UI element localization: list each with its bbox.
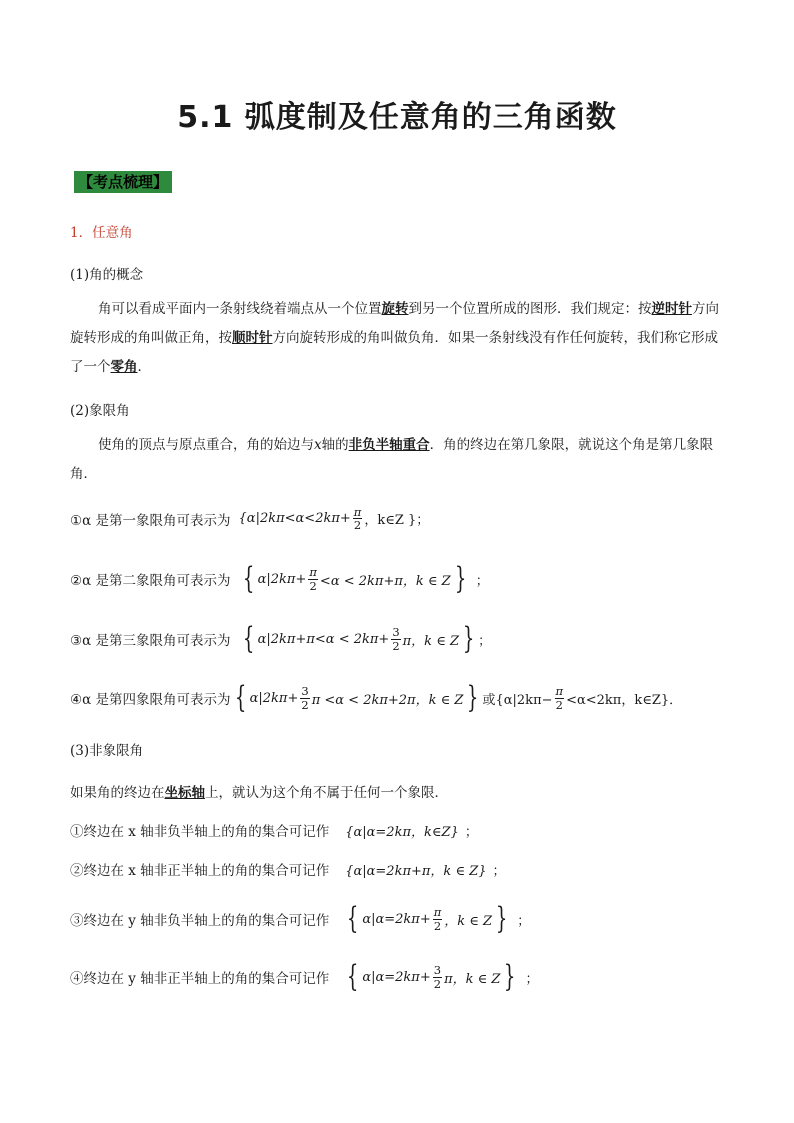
quadrant-4-formula: ④α 是第四象限角可表示为 { α|2kπ+ $\frac{3}{2}$ π <α < 2kπ+2π，k ∈ Z } 或{α|2kπ− $\frac{\pi}{2}$ <α<2kπ，k∈Z}． [70, 680, 683, 715]
axis-x-nonpositive-formula: ②终边在 x 轴非正半轴上的角的集合可记作 {α|α=2kπ+π，k ∈ Z} ； [70, 863, 506, 879]
fraction: $\frac{3}{2}$ [433, 963, 442, 991]
quadrant-1-formula: ①α 是第一象限角可表示为 {α|2kπ<α<2kπ+ $\frac{\pi}{2}$ ，k∈Z }； [70, 505, 430, 533]
section-heading-1: 1．任意角 [70, 225, 133, 241]
subsection-heading-1: (1)角的概念 [70, 267, 144, 283]
fraction: $\frac{\pi}{2}$ [555, 684, 564, 712]
paragraph-angle-concept: 角可以看成平面内一条射线绕着端点从一个位置旋转到另一个位置所成的图形．我们规定：按逆时针方向旋转形成的角叫做正角，按顺时针方向旋转形成的角叫做负角．如果一条射线没有作任何旋转，我们称它形成了一个零角． [70, 301, 719, 375]
section-badge: 【考点梳理】 [74, 171, 172, 193]
fraction: $\frac{\pi}{2}$ [309, 565, 317, 593]
fraction: $\frac{3}{2}$ [301, 684, 309, 712]
paragraph-quadrant-angle: 使角的顶点与原点重合，角的始边与x轴的非负半轴重合．角的终边在第几象限，就说这个角是第几象限角． [70, 437, 714, 482]
paragraph-non-quadrant: 如果角的终边在坐标轴上，就认为这个角不属于任何一个象限． [70, 785, 448, 801]
axis-x-nonnegative-formula: ①终边在 x 轴非负半轴上的角的集合可记作 {α|α=2kπ，k∈Z} ； [70, 824, 478, 840]
axis-y-nonpositive-formula: ④终边在 y 轴非正半轴上的角的集合可记作 { α|α=2kπ+ $\frac{3}{2}$ π，k ∈ Z } ； [70, 959, 539, 994]
quadrant-3-formula: ③α 是第三象限角可表示为 { α|2kπ+π<α < 2kπ+ $\frac{3}{2}$ π，k ∈ Z } ； [70, 621, 492, 656]
fraction: $\frac{\pi}{2}$ [353, 505, 362, 533]
axis-y-nonnegative-formula: ③终边在 y 轴非负半轴上的角的集合可记作 { α|α=2kπ+ $\frac{\pi}{2}$ ，k ∈ Z } ； [70, 901, 531, 936]
subsection-heading-2: (2)象限角 [70, 403, 130, 419]
quadrant-2-formula: ②α 是第二象限角可表示为 { α|2kπ+ $\frac{\pi}{2}$ <α < 2kπ+π，k ∈ Z } ； [70, 561, 489, 596]
subsection-heading-3: (3)非象限角 [70, 743, 144, 759]
page-title: 5.1 弧度制及任意角的三角函数 [177, 100, 617, 135]
fraction: $\frac{3}{2}$ [392, 625, 400, 653]
fraction: $\frac{\pi}{2}$ [433, 905, 442, 933]
